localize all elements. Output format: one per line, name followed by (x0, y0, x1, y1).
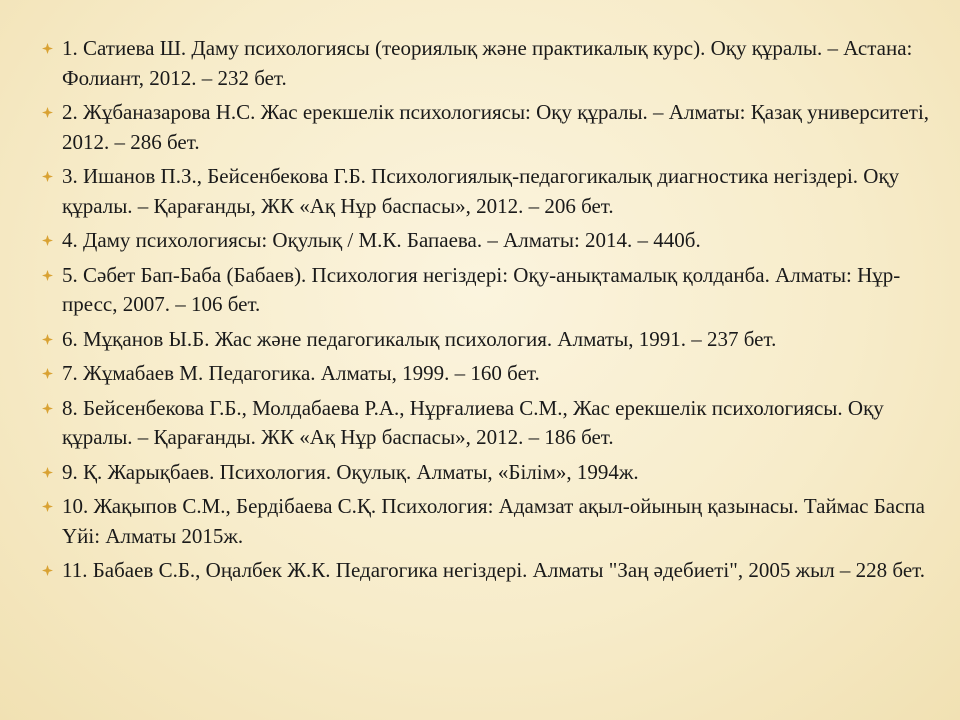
reference-text: 11. Бабаев С.Б., Оңалбек Ж.К. Педагогика негіздері. Алматы "Заң әдебиеті", 2005 жыл – 228 бет. (62, 558, 926, 582)
list-item (42, 261, 942, 320)
list-item (42, 162, 942, 221)
list-item (42, 98, 942, 157)
star-bullet-icon (42, 458, 58, 487)
reference-text: 10. Жақыпов С.М., Бердібаева С.Қ. Психология: Адамзат ақыл-ойының қазынасы. Таймас Баспа Үйі: Алматы 2015ж. (62, 494, 925, 548)
star-bullet-icon (42, 325, 58, 354)
list-item (42, 226, 942, 256)
star-bullet-icon (42, 98, 58, 127)
reference-text: 4. Даму психологиясы: Оқулық / М.К. Бапаева. – Алматы: 2014. – 440б. (62, 228, 701, 252)
star-bullet-icon (42, 492, 58, 521)
list-item (42, 556, 942, 586)
star-bullet-icon (42, 359, 58, 388)
list-item (42, 34, 942, 93)
reference-text: 9. Қ. Жарықбаев. Психология. Оқулық. Алматы, «Білім», 1994ж. (62, 459, 639, 484)
list-item (42, 325, 942, 355)
list-item (42, 458, 942, 488)
star-bullet-icon (42, 34, 58, 63)
reference-list (42, 34, 942, 591)
reference-text: 3. Ишанов П.З., Бейсенбекова Г.Б. Психологиялық-педагогикалық диагностика негіздері. Оқу құралы. – Қарағанды, ЖК «Ақ Нұр баспасы», 2012. – 206 бет. (62, 164, 900, 218)
reference-text: 8. Бейсенбекова Г.Б., Молдабаева Р.А., Нұрғалиева С.М., Жас ерекшелік психологиясы. Оқу құралы. – Қарағанды. ЖК «Ақ Нұр баспасы», 2012. – 186 бет. (62, 395, 884, 449)
list-item (42, 359, 942, 389)
reference-text: 6. Мұқанов Ы.Б. Жас және педагогикалық психология. Алматы, 1991. – 237 бет. (62, 326, 777, 351)
reference-text: 5. Сәбет Бап-Баба (Бабаев). Психология негіздері: Оқу-анықтамалық қолданба. Алматы: Нұр-пресс, 2007. – 106 бет. (62, 262, 901, 316)
star-bullet-icon (42, 162, 58, 191)
reference-text: 1. Сатиева Ш. Даму психологиясы (теориялық және практикалық курс). Оқу құралы. – Астана: Фолиант, 2012. – 232 бет. (62, 36, 913, 90)
list-item (42, 492, 942, 551)
star-bullet-icon (42, 556, 58, 585)
reference-text: 2. Жұбаназарова Н.С. Жас ерекшелік психологиясы: Оқу құралы. – Алматы: Қазақ университеті, 2012. – 286 бет. (62, 100, 930, 154)
star-bullet-icon (42, 226, 58, 255)
reference-text: 7. Жұмабаев М. Педагогика. Алматы, 1999. – 160 бет. (62, 361, 540, 385)
star-bullet-icon (42, 394, 58, 423)
star-bullet-icon (42, 261, 58, 290)
list-item (42, 394, 942, 453)
